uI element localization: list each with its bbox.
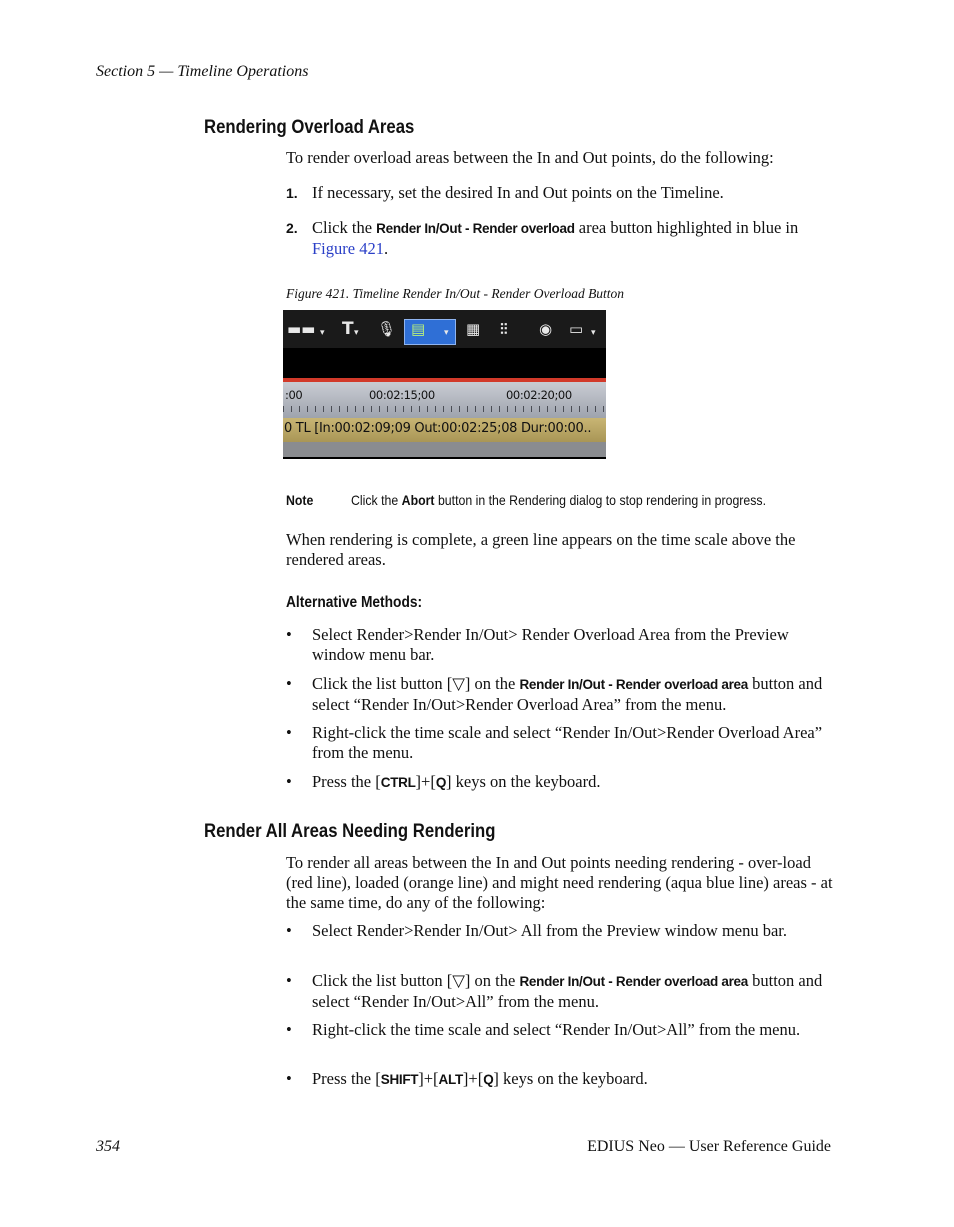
section-heading-render-all: Render All Areas Needing Rendering — [204, 821, 496, 842]
text-run: Press the [ — [312, 1069, 381, 1088]
ui-term: Render In/Out - Render overload area — [519, 677, 748, 692]
step-text: If necessary, set the desired In and Out points on the Timeline. — [312, 183, 724, 202]
time-label: 00:02:15;00 — [369, 388, 435, 402]
time-label: :00 — [285, 388, 303, 402]
ui-term: Render In/Out - Render overload area — [519, 974, 748, 989]
title-text-icon: T — [342, 319, 354, 339]
alt-methods-heading: Alternative Methods: — [286, 594, 423, 611]
bullet: • — [286, 674, 292, 693]
render-all-intro: To render all areas between the In and Out points needing rendering - over-load (red line), loaded (orange line) and might need rendering (aqua blue line) areas - at the same time, do any of the following: — [286, 853, 833, 912]
text-run: Click the — [312, 218, 377, 237]
note-text — [351, 492, 766, 508]
bullet: • — [286, 625, 292, 644]
list-item — [286, 1020, 834, 1040]
render-overload-icon: ▤ — [411, 320, 426, 338]
track-label: 0 TL [In:00:02:09;09 Out:00:02:25;08 Dur:00:00.. — [284, 421, 592, 436]
ui-term: Abort — [401, 492, 435, 508]
list-item — [286, 971, 834, 1012]
timeline-screenshot — [283, 310, 606, 459]
bullet: • — [286, 772, 292, 791]
list-text: Select Render>Render In/Out> All from the Preview window menu bar. — [312, 921, 788, 940]
mixer-icon: ⫶⫶ — [500, 320, 508, 338]
chevron-down-icon: ▾ — [320, 328, 325, 338]
step-2 — [286, 218, 834, 259]
list-text — [312, 772, 834, 793]
running-footer: EDIUS Neo — User Reference Guide — [587, 1138, 831, 1155]
list-item — [286, 674, 834, 715]
text-run: button and select “Render In/Out>Render Overload Area” from the menu. — [312, 674, 823, 714]
note-label: Note — [286, 492, 314, 508]
text-run: ] keys on the keyboard. — [493, 1069, 648, 1088]
chevron-down-icon: ▾ — [444, 328, 449, 338]
text-run: button and select “Render In/Out>All” from the menu. — [312, 971, 823, 1011]
text-run: ]+[ — [462, 1069, 484, 1088]
key-alt: ALT — [438, 1072, 463, 1087]
bullet: • — [286, 1020, 292, 1039]
bullet: • — [286, 723, 292, 742]
bullet: • — [286, 971, 292, 990]
timeline-track[interactable] — [283, 418, 606, 442]
list-text — [312, 674, 834, 715]
completion-paragraph: When rendering is complete, a green line appears on the time scale above the rendered areas. — [286, 530, 796, 569]
list-text: Right-click the time scale and select “Render In/Out>All” from the menu. — [312, 1020, 801, 1039]
key-q: Q — [483, 1072, 494, 1087]
chevron-down-icon: ▾ — [591, 328, 596, 338]
microphone-icon: 🎙 — [377, 320, 397, 338]
step-text — [312, 218, 834, 259]
color-wheel-icon: ◉ — [539, 320, 553, 338]
list-item — [286, 625, 834, 665]
list-item — [286, 723, 834, 763]
page-number: 354 — [96, 1138, 120, 1155]
marker-icon: ▬▬ — [287, 320, 316, 338]
step-number: 1. — [286, 185, 298, 201]
text-run: ]+[ — [415, 772, 436, 791]
step-1 — [286, 183, 834, 203]
bullet: • — [286, 921, 292, 940]
text-run: Click the list button [▽] on the — [312, 674, 520, 693]
list-text: Select Render>Render In/Out> Render Overload Area from the Preview window menu bar. — [312, 625, 789, 664]
window-icon: ▭ — [569, 320, 584, 338]
figure-caption: Figure 421. Timeline Render In/Out - Render Overload Button — [286, 286, 625, 301]
intro-paragraph: To render overload areas between the In and Out points, do the following: — [286, 148, 774, 167]
timeline-toolbar — [283, 310, 606, 349]
list-item — [286, 1069, 834, 1090]
ui-term: Render In/Out - Render overload — [376, 221, 575, 236]
text-run: ] keys on the keyboard. — [446, 772, 601, 791]
text-run: Press the [ — [312, 772, 381, 791]
timeline-band — [283, 348, 606, 378]
key-shift: SHIFT — [380, 1072, 419, 1087]
list-text — [312, 971, 834, 1012]
time-label: 00:02:20;00 — [506, 388, 572, 402]
text-run: button in the Rendering dialog to stop rendering in progress. — [434, 492, 767, 508]
text-run: Click the — [351, 492, 402, 508]
key-ctrl: CTRL — [380, 775, 416, 790]
step-number: 2. — [286, 220, 298, 236]
text-run: . — [383, 239, 389, 258]
figure-link[interactable]: Figure 421 — [312, 239, 384, 258]
list-text: Right-click the time scale and select “Render In/Out>Render Overload Area” from the menu. — [312, 723, 823, 762]
bullet: • — [286, 1069, 292, 1088]
track-lower-band — [283, 442, 606, 457]
time-scale[interactable] — [283, 382, 606, 418]
ruler-ticks — [283, 406, 606, 412]
grid-icon: ▦ — [466, 320, 481, 338]
running-header: Section 5 — Timeline Operations — [96, 63, 309, 80]
list-item — [286, 921, 834, 941]
list-text — [312, 1069, 834, 1090]
list-item — [286, 772, 834, 793]
key-q: Q — [435, 775, 447, 790]
text-run: Click the list button [▽] on the — [312, 971, 520, 990]
section-heading-overload: Rendering Overload Areas — [204, 117, 415, 138]
text-run: ]+[ — [418, 1069, 439, 1088]
text-run: area button highlighted in blue in — [574, 218, 799, 237]
chevron-down-icon: ▾ — [354, 328, 359, 338]
